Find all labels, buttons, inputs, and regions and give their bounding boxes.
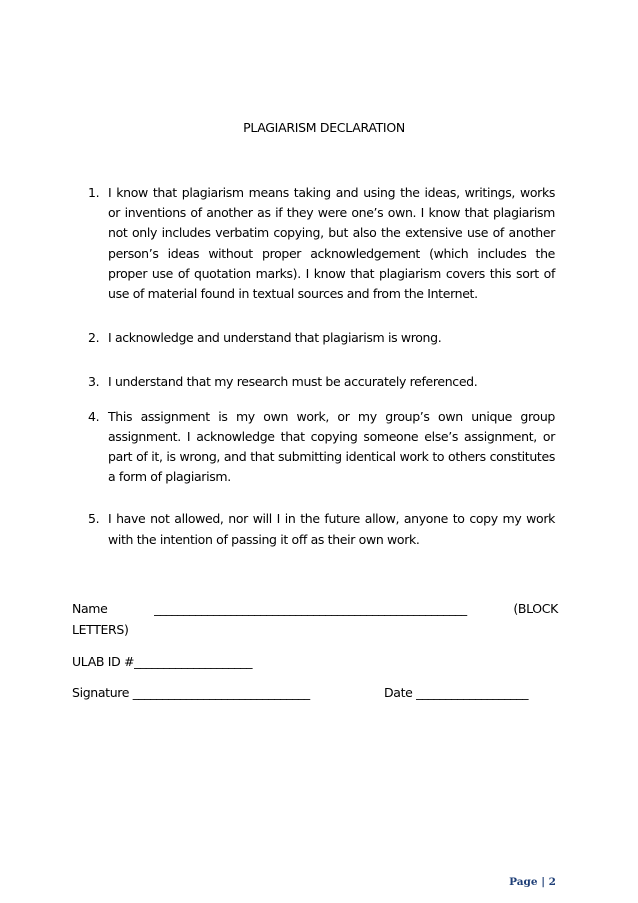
list-item-number: 3.: [88, 374, 100, 390]
list-item-number: 4.: [88, 408, 100, 424]
list-item-number: 2.: [88, 330, 100, 346]
list-item-text: This assignment is my own work, or my group’s own unique group assignment. I acknowledge that copying someone else’s assignment, or part of it, is wrong, and that submitting identical work to others constitutes a form of plagiarism.: [108, 408, 555, 485]
list-item-text: I know that plagiarism means taking and using the ideas, writings, works or inventions of another as if they were one’s own. I know that plagiarism not only includes verbatim copying, but also the extensive use of another person’s ideas without proper acknowledgement (which includes the proper use of quotation marks). I know that plagiarism covers this sort of use of material found in textual sources and from the Internet.: [108, 185, 555, 302]
block-letters-hint: (BLOCK: [513, 601, 558, 616]
list-item: [88, 328, 555, 348]
list-item-number: 5.: [88, 511, 100, 527]
ulab-id-label: ULAB ID #: [72, 654, 135, 669]
signature-label: Signature: [72, 685, 130, 700]
signature-fill-line[interactable]: ______________________________: [132, 685, 310, 700]
name-label: Name: [72, 601, 108, 616]
date-field: [384, 683, 528, 704]
list-item: [88, 372, 555, 392]
block-letters-hint-continued: LETTERS): [72, 621, 129, 637]
list-item-text: I have not allowed, nor will I in the future allow, anyone to copy my work with the intention of passing it off as their own work.: [108, 511, 555, 547]
ulab-id-fill-line[interactable]: ____________________: [134, 654, 253, 669]
list-item: [88, 407, 555, 488]
list-item-text: I understand that my research must be accurately referenced.: [108, 374, 478, 390]
page-number: Page | 2: [509, 876, 556, 888]
name-field: [72, 599, 558, 640]
ulab-id-field: [72, 652, 558, 673]
page-title: PLAGIARISM DECLARATION: [243, 120, 405, 135]
list-item-text: I acknowledge and understand that plagiarism is wrong.: [108, 330, 442, 346]
list-item: [88, 183, 555, 304]
declaration-list: [88, 183, 555, 572]
date-fill-line[interactable]: ___________________: [416, 685, 529, 700]
list-item-number: 1.: [88, 185, 100, 200]
list-item: [88, 509, 555, 549]
signature-field: [72, 683, 310, 704]
name-fill-line[interactable]: _____________________________________________________: [154, 601, 467, 616]
date-label: Date: [384, 685, 413, 700]
